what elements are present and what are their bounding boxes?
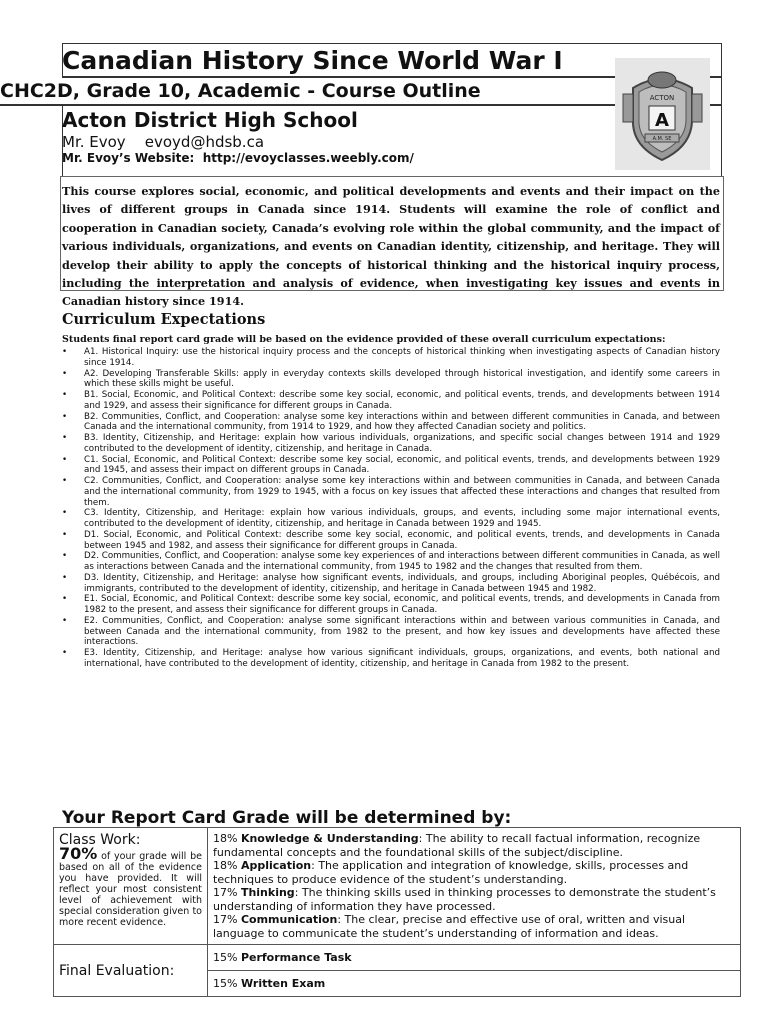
category-name: Thinking [240,886,295,899]
category-percent: 18% [213,859,238,872]
grade-category [213,859,735,886]
expectation-item [62,530,720,552]
website-link[interactable]: http://evoyclasses.weebly.com/ [202,151,414,165]
curriculum-intro: Students final report card grade will be based on the evidence provided of these overall curriculum expectations: [62,334,666,345]
course-line: CHC2D, Grade 10, Academic - Course Outline [0,80,481,102]
expectation-item [62,455,720,477]
expectation-text: B2. Communities, Conflict, and Cooperation: analyse some key interactions within and between different communities in Canada, and between Canada and the international community, from 1914 to 1929, and how they affected Canadian society and politics. [84,411,720,433]
category-description: : The thinking skills used in thinking processes to demonstrate the student’s understanding of information they have processed. [213,886,716,913]
category-percent: 18% [213,832,238,845]
course-description: This course explores social, economic, and political developments and events and their impact on the lives of different groups in Canada since 1914. Students will examine the role of conflict and cooperation in Canadian society, Canada’s evolving role within the global community, and the impact of various individuals, organizations, and events on Canadian identity, citizenship, and heritage. They will develop their ability to apply the concepts of historical thinking and the historical inquiry process, including the interpretation and analysis of evidence, when investigating key issues and events in Canadian history since 1914. [62,184,720,309]
expectation-text: B1. Social, Economic, and Political Context: describe some key social, economic, and political events, trends, and developments between 1914 and 1929, and assess their significance for different groups in Canada. [84,390,720,411]
course-bottom-rule [0,104,722,106]
expectation-item [62,573,720,595]
svg-text:A: A [655,110,669,131]
expectation-text: E2. Communities, Conflict, and Cooperation: analyse some significant interactions within and between various communities in Canada, and between Canada and the international community, from 1982 to the present, and how key issues and developments have affected these interactions. [84,615,720,648]
bullet-icon: • [62,594,68,605]
expectation-text: D3. Identity, Citizenship, and Heritage: analyse how significant events, individuals, and groups, including Aboriginal peoples, Québécois, and immigrants, contributed to the development of identity, citizenship, and heritage in Canada between 1945 and 1982. [84,572,720,594]
svg-text:A.M. SE: A.M. SE [652,136,672,142]
expectation-item [62,594,720,616]
class-work-row [54,828,741,945]
grading-table [53,827,741,997]
expectation-item [62,551,720,573]
grading-heading: Your Report Card Grade will be determined by: [62,808,512,828]
title-top-rule [62,43,722,44]
expectation-text: B3. Identity, Citizenship, and Heritage: explain how various individuals, organizations, and specific social changes between 1914 and 1929 contributed to the development of identity, citizenship, and heritage in Canada. [84,433,720,454]
final-eval-label-cell [54,945,208,997]
bullet-icon: • [62,572,68,583]
teacher-website [62,151,414,165]
expectation-item [62,508,720,530]
expectation-text: D1. Social, Economic, and Political Context: describe some key social, economic, and political events, trends, and developments in Canada between 1945 and 1982, and assess their significance for different groups in Canada. [84,529,720,551]
expectation-item [62,369,720,391]
class-work-description: of your grade will be based on all of the evidence you have provided. It will reflect your most consistent level of achievement with special consideration given to more recent evidence. [59,851,202,928]
category-percent: 17% [213,886,238,899]
page-title: Canadian History Since World War I [62,46,563,75]
expectation-text: C2. Communities, Conflict, and Cooperation: analyse some key interactions within and between communities in Canada, and between Canada and the international community, from 1929 to 1945, with a focus on key issues that affected these interactions and changes that resulted from them. [84,476,720,508]
bullet-icon: • [62,390,68,400]
expectation-item [62,648,720,670]
website-label: Mr. Evoy’s Website: [62,151,195,165]
category-description: : The application and integration of knowledge, skills, processes and techniques to produce evidence of the student’s understanding. [213,859,689,886]
bullet-icon: • [62,529,68,540]
expectation-text: C3. Identity, Citizenship, and Heritage: explain how various individuals, groups, and events, including some major international events, contributed to the development of identity, citizenship, and heritage in Canada between 1929 and 1945. [84,508,720,529]
bullet-icon: • [62,648,68,658]
expectation-text: E1. Social, Economic, and Political Context: describe some key social, economic, and political events, trends, and developments in Canada from 1982 to the present, and assess their significance for different groups in Canada. [84,594,720,615]
school-name: Acton District High School [62,108,358,132]
grade-category [213,913,735,940]
categories-cell [208,828,741,945]
school-crest-logo [615,58,710,170]
expectation-text: A2. Developing Transferable Skills: apply in everyday contexts skills developed through historical investigation, and identify some careers in which these skills might be useful. [84,368,720,390]
final-item: 15% Written Exam [208,971,741,997]
category-description: : The clear, precise and effective use of oral, written and visual language to communicate the student’s understanding of information and ideas. [213,913,686,940]
category-name: Knowledge & Understanding [240,832,419,845]
expectation-item [62,412,720,434]
expectation-text: E3. Identity, Citizenship, and Heritage: analyse how various significant individuals, groups, organizations, and events, both national and international, have contributed to the development of identity, citizenship, and heritage in Canada from 1982 to the present. [84,648,720,669]
expectation-item [62,347,720,369]
final-item: 15% Performance Task [208,945,741,971]
class-work-title: Class Work: [59,832,141,848]
svg-text:ACTON: ACTON [649,94,675,102]
bullet-icon: • [62,454,68,465]
expectation-text: A1. Historical Inquiry: use the historical inquiry process and the concepts of historical thinking when investigating aspects of Canadian history since 1914. [84,347,720,368]
bullet-icon: • [62,508,68,519]
expectation-item [62,616,720,648]
expectation-text: C1. Social, Economic, and Political Context: describe some key social, economic, and political events, trends, and developments between 1929 and 1945, and assess their impact on different groups in Canada. [84,454,720,476]
category-percent: 17% [213,913,238,926]
bullet-icon: • [62,615,68,626]
expectations-list [62,347,720,670]
final-eval-label: Final Evaluation: [59,962,175,979]
bullet-icon: • [62,347,68,357]
bullet-icon: • [62,368,68,379]
teacher-email[interactable]: evoyd@hdsb.ca [144,133,265,151]
final-eval-row-1 [54,945,741,971]
bullet-icon: • [62,411,68,422]
class-work-text [59,844,202,928]
category-name: Communication [240,913,338,926]
teacher-name: Mr. Evoy [62,133,126,151]
bullet-icon: • [62,551,68,562]
class-work-cell [54,828,208,945]
expectation-text: D2. Communities, Conflict, and Cooperation: analyse some key experiences of and interactions between different communities in Canada, as well as interactions between Canada and the international community, from 1945 to 1982 and the changes that resulted from them. [84,551,720,572]
expectation-item [62,433,720,455]
teacher-contact [62,133,264,151]
expectation-item [62,476,720,508]
bullet-icon: • [62,476,68,486]
expectation-item [62,390,720,412]
grade-category [213,886,735,913]
category-name: Application [240,859,312,872]
grade-category [213,832,735,859]
class-work-percent: 70% [59,844,98,863]
crest-icon [615,58,710,170]
curriculum-heading: Curriculum Expectations [62,311,266,328]
category-description: : The ability to recall factual information, recognize fundamental concepts and the foundational skills of the subject/discipline. [213,832,701,859]
bullet-icon: • [62,433,68,443]
header-right-rule [721,43,722,176]
